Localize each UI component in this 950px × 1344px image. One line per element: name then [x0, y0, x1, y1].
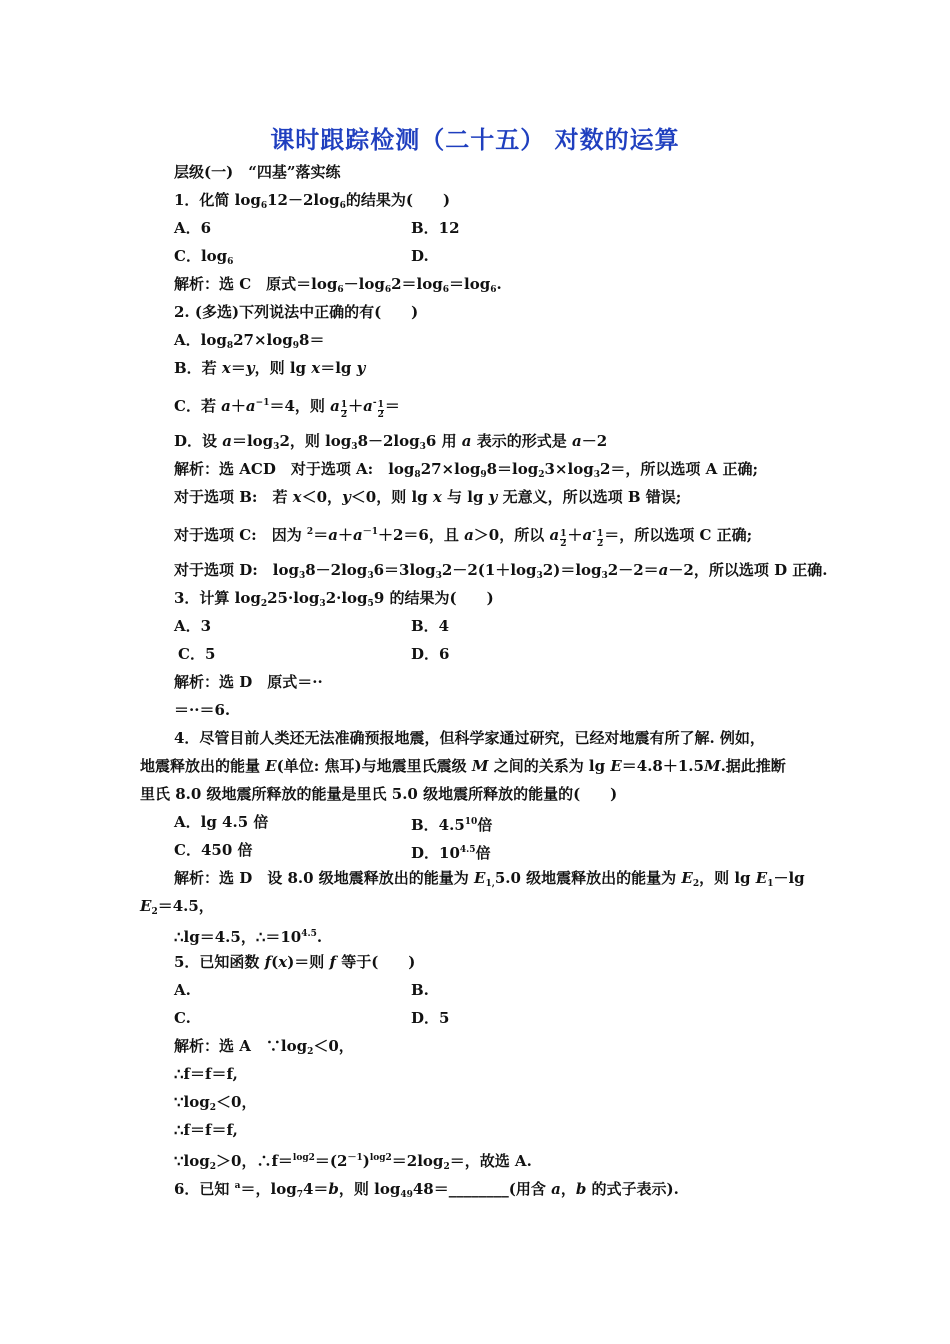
- q4-solution-line-2: $E_2=4.5$，: [140, 897, 214, 917]
- fraction-half: $\frac{1}{2}$: [340, 400, 348, 420]
- q4-option-b: B．$4.5^{10}$倍: [411, 816, 493, 834]
- q3-option-c: C．5: [178, 645, 216, 663]
- q2-option-a: A．$\log_827\times\log_98=$: [174, 331, 325, 351]
- q4-option-a: A．lg 4.5 倍: [174, 813, 269, 831]
- q2-solution-line-2: 对于选项 B: 若 x＜0，y＜0，则 lg x 与 lg y 无意义，所以选项 B 错误;: [174, 488, 682, 506]
- q4-solution-line-1: 解析：选 D 设 8.0 级地震释放出的能量为 $E_{1,}5.0$ 级地震释放出的能量为 $E_2$，则 $\lg E_1-\lg$: [174, 869, 805, 889]
- q5-option-a: A.: [174, 981, 191, 999]
- q5-solution-line-4: ∴f＝f＝f,: [174, 1121, 238, 1139]
- q3-solution-line-2: ＝··＝6.: [174, 701, 231, 719]
- q5-option-c: C.: [174, 1009, 191, 1027]
- q2-solution-line-4: 对于选项 D: $\log_38-2\log_36=3\log_32-2(1+\log_32)=\log_32-2=a-2$，所以选项 D 正确.: [174, 561, 828, 581]
- question-4-line-3: 里氏 8.0 级地震所释放的能量是里氏 5.0 级地震所释放的能量的( ): [140, 785, 618, 803]
- q5-option-b: B.: [411, 981, 429, 999]
- question-1-stem: 1．化简 $\log_612-2\log_6$的结果为( ): [174, 191, 451, 211]
- q5-solution-line-2: ∴f＝f＝f,: [174, 1065, 238, 1083]
- question-5-stem: 5．已知函数 f(x)＝则 f 等于( ): [174, 953, 416, 971]
- q2-option-c: C．若 $a+a^{-1}=4$，则 a $\frac{1}{2}$ ＋a- $\frac{1}{2}$ ＝: [174, 397, 400, 420]
- q2-option-b: B．若 x＝y，则 lg x＝lg y: [174, 359, 366, 377]
- q2-solution-line-1: 解析：选 ACD 对于选项 A: $\log_827\times\log_98=\log_23\times\log_32=$，所以选项 A 正确;: [174, 460, 759, 480]
- q4-solution-line-3: ∴lg＝4.5，$\therefore=10^{4.5}$.: [174, 928, 323, 946]
- fraction-half: $\frac{1}{2}$: [377, 400, 384, 420]
- q1-option-d: D.: [411, 247, 429, 265]
- q3-option-a: A．3: [174, 617, 212, 635]
- fraction-half: $\frac{1}{2}$: [596, 529, 604, 549]
- q1-option-a: A．6: [174, 219, 212, 237]
- question-4-line-2: 地震释放出的能量 E(单位: 焦耳)与地震里氏震级 M 之间的关系为 lg E＝4.8＋1.5M.据此推断: [140, 757, 786, 775]
- page-title: 课时跟踪检测（二十五） 对数的运算: [270, 126, 680, 154]
- q5-solution-line-3: $\because\log_2<0$，: [174, 1093, 257, 1113]
- question-3-stem: 3．计算 $\log_225\cdot\log_32\cdot\log_59$ 的结果为( ): [174, 589, 494, 609]
- q2-option-d: D．设 $a=\log_32$，则 $\log_38-2\log_36$ 用 a 表示的形式是 a－2: [174, 432, 608, 452]
- q4-option-c: C．450 倍: [174, 841, 253, 859]
- question-6-stem: 6．已知 $^a$＝，$\log_74=b$，则 $\log_{49}48=\_\_\_\_\_\_\_\_$(用含 a，b 的式子表示).: [174, 1180, 679, 1200]
- q2-solution-line-3: 对于选项 C: 因为 $^2=a+a^{-1}+2=6$，且 a＞0，所以 a $\frac{1}{2}$ ＋a- $\frac{1}{2}$ ＝，所以选项 C 正确;: [174, 526, 753, 549]
- fraction-half: $\frac{1}{2}$: [560, 529, 567, 549]
- q3-solution-line-1: 解析：选 D 原式＝··: [174, 673, 323, 691]
- q1-option-b: B．12: [411, 219, 460, 237]
- section-heading: 层级(一) “四基”落实练: [174, 163, 341, 181]
- question-4-line-1: 4．尽管目前人类还无法准确预报地震，但科学家通过研究，已经对地震有所了解. 例如，: [174, 729, 765, 747]
- q5-solution-line-5: $\because\log_2>0$，$\therefore f=^{log2}=(2^{-1})^{log2}=2\log_2=$，故选 A.: [174, 1152, 532, 1172]
- q5-solution-line-1: 解析：选 A $\because\log_2<0$，: [174, 1037, 354, 1057]
- q4-option-d: D．$10^{4.5}$倍: [411, 844, 491, 862]
- q3-option-d: D．6: [411, 645, 450, 663]
- q3-option-b: B．4: [411, 617, 450, 635]
- question-2-stem: 2. (多选)下列说法中正确的有( ): [174, 303, 419, 321]
- q1-option-c: C．$\log_6$: [174, 247, 234, 267]
- q1-solution: 解析：选 C 原式$=\log_6-\log_62=\log_6=\log_6$.: [174, 275, 502, 295]
- q5-option-d: D．5: [411, 1009, 450, 1027]
